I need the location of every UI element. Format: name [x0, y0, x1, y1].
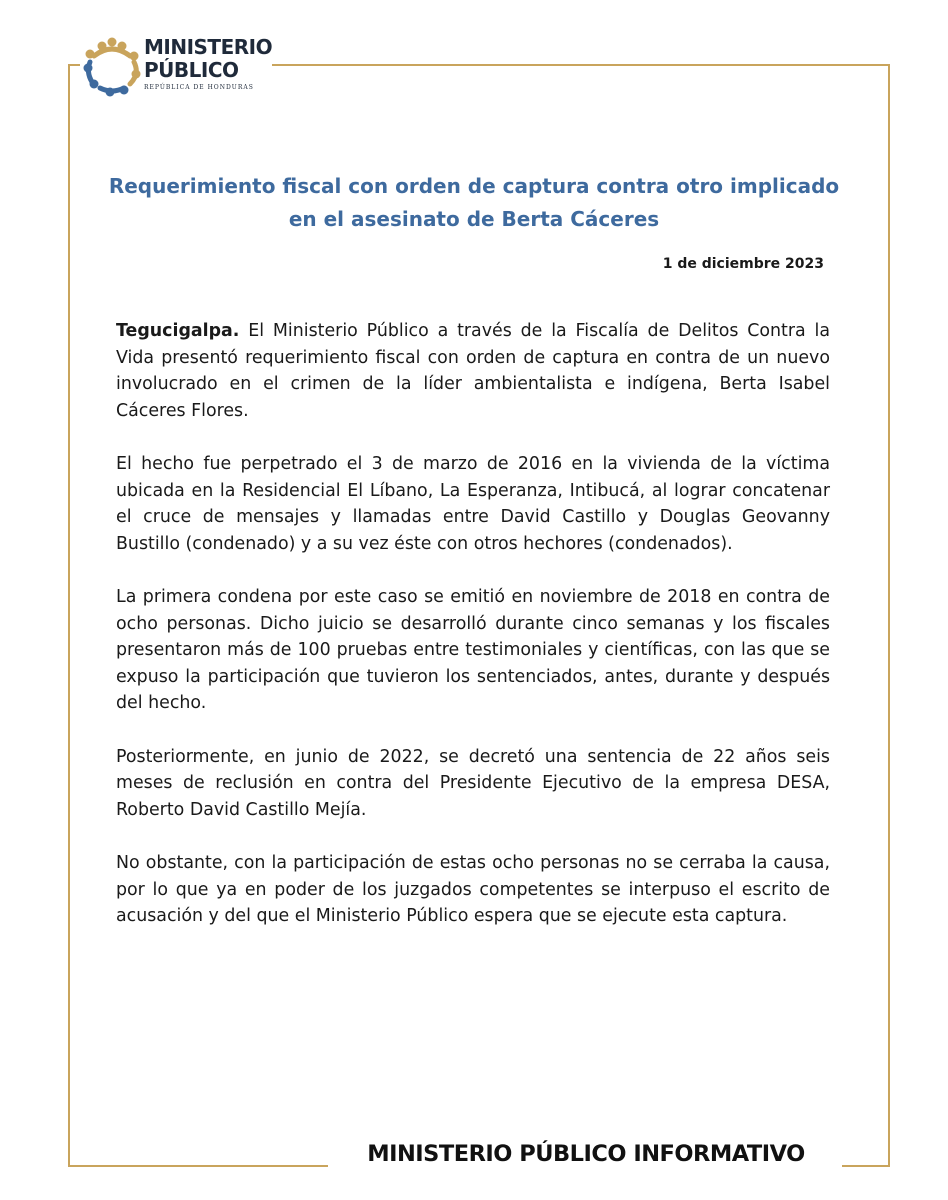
article-title: Requerimiento fiscal con orden de captura contra otro implicado en el asesinato de Berta Cáceres — [108, 174, 840, 231]
logo-emblem-icon — [80, 34, 144, 98]
article-body — [116, 318, 830, 957]
article-date: 1 de diciembre 2023 — [662, 256, 824, 272]
frame-bottom-left-line — [68, 1165, 328, 1167]
paragraph-5: No obstante, con la participación de estas ocho personas no se cerraba la causa, por lo que ya en poder de los juzgados competentes se interpuso el escrito de acusación y del que el Ministerio Público espera que se ejecute esta captura. — [116, 853, 830, 926]
frame-right-line — [888, 64, 890, 1166]
logo-title-line1: MINISTERIO — [144, 35, 273, 59]
paragraph-1-text: El Ministerio Público a través de la Fiscalía de Delitos Contra la Vida presentó requerimiento fiscal con orden de captura en contra de un nuevo involucrado en el crimen de la líder ambientalista e indígena, Berta Isabel Cáceres Flores. — [116, 321, 830, 421]
paragraph-1 — [116, 318, 830, 424]
paragraph-4: Posteriormente, en junio de 2022, se decretó una sentencia de 22 años seis meses de reclusión en contra del Presidente Ejecutivo de la empresa DESA, Roberto David Castillo Mejía. — [116, 746, 830, 820]
logo-title — [144, 36, 272, 82]
frame-top-right-line — [272, 64, 890, 66]
logo-subtitle: REPÚBLICA DE HONDURAS — [144, 84, 254, 91]
paragraph-3: La primera condena por este caso se emitió en noviembre de 2018 en contra de ocho personas. Dicho juicio se desarrolló durante cinco semanas y los fiscales presentaron más de 100 pruebas entre testimoniales y científicas, con las que se expuso la participación que tuvieron los sentenciados, antes, durante y después del hecho. — [116, 587, 830, 713]
frame-bottom-right-line — [842, 1165, 890, 1167]
paragraph-2: El hecho fue perpetrado el 3 de marzo de 2016 en la vivienda de la víctima ubicada en la Residencial El Líbano, La Esperanza, Intibucá, al lograr concatenar el cruce de mensajes y llamadas entre David Castillo y Douglas Geovanny Bustillo (condenado) y a su vez éste con otros hechores (condenados). — [116, 454, 830, 554]
paragraph-1-lead: Tegucigalpa. — [116, 321, 240, 341]
frame-left-line — [68, 64, 70, 1166]
logo-title-line2: PÚBLICO — [144, 58, 239, 82]
ministerio-publico-logo — [80, 34, 273, 100]
footer-label: MINISTERIO PÚBLICO INFORMATIVO — [336, 1141, 836, 1167]
